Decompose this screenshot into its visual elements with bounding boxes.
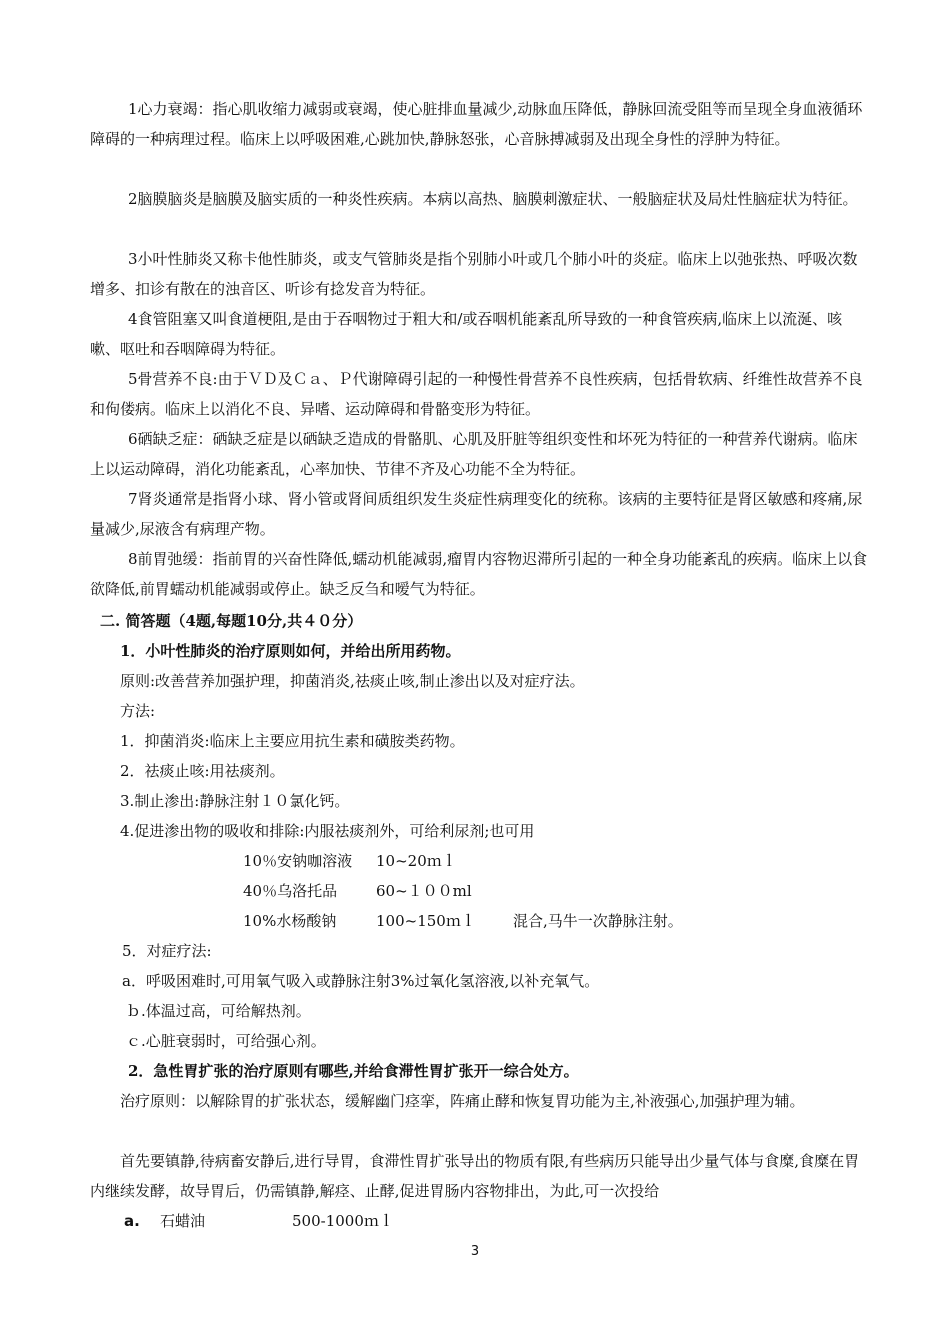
q1-method-label: 方法: <box>120 702 156 720</box>
q1-method-c: ｃ.心脏衰弱时，可给强心剂。 <box>126 1032 326 1050</box>
q1-method-4: 4.促进渗出物的吸收和排除:内服祛痰剂外，可给利尿剂;也可用 <box>120 822 535 840</box>
q1-principle: 原则:改善营养加强护理，抑菌消炎,祛痰止咳,制止渗出以及对症疗法。 <box>120 672 585 690</box>
section-title: 二. 简答题（4题,每题10分,共４０分） <box>100 612 363 630</box>
definition-6: 6硒缺乏症：硒缺乏症是以硒缺乏造成的骨骼肌、心肌及肝脏等组织变性和坏死为特征的一种营养代谢病。临床上以运动障碍，消化功能紊乱，心率加快、节律不齐及心功能不全为特征。 <box>90 430 858 478</box>
q2-title: 2．急性胃扩张的治疗原则有哪些,并给食滞性胃扩张开一综合处方。 <box>128 1062 579 1080</box>
definition-3: 3小叶性肺炎又称卡他性肺炎，或支气管肺炎是指个别肺小叶或几个肺小叶的炎症。临床上以弛张热、呼吸次数增多、扣诊有散在的浊音区、听诊有捻发音为特征。 <box>90 250 858 298</box>
definition-7: 7肾炎通常是指肾小球、肾小管或肾间质组织发生炎症性病理变化的统称。该病的主要特征是肾区敏感和疼痛,尿量减少,尿液含有病理产物。 <box>90 490 863 538</box>
drug-name: 40％乌洛托品 <box>243 882 338 900</box>
prescription-drug: 石蜡油 <box>160 1212 206 1230</box>
prescription-label: a. <box>124 1212 140 1230</box>
drug-dose: 10~20ｍｌ <box>376 852 457 870</box>
definition-5: 5骨营养不良:由于ＶＤ及Ｃａ、Ｐ代谢障碍引起的一种慢性骨营养不良性疾病，包括骨软病、纤维性故营养不良和佝偻病。临床上以消化不良、异嗜、运动障碍和骨骼变形为特征。 <box>90 370 863 418</box>
drug-note: 混合,马牛一次静脉注射。 <box>513 912 683 930</box>
q1-title: 1．小叶性肺炎的治疗原则如何，并给出所用药物。 <box>120 642 461 660</box>
prescription-dose: 500-1000ｍｌ <box>292 1212 394 1230</box>
q2-principle: 治疗原则：以解除胃的扩张状态，缓解幽门痉挛，阵痛止酵和恢复胃功能为主,补液强心,加强护理为辅。 <box>120 1092 805 1110</box>
q1-method-3: 3.制止渗出:静脉注射１０氯化钙。 <box>120 792 350 810</box>
page-number: 3 <box>470 1244 480 1259</box>
q1-method-5: 5．对症疗法: <box>122 942 212 960</box>
drug-name: 10％安钠咖溶液 <box>243 852 353 870</box>
q1-method-b: ｂ.体温过高，可给解热剂。 <box>126 1002 311 1020</box>
definition-4: 4食管阻塞又叫食道梗阻,是由于吞咽物过于粗大和/或吞咽机能紊乱所导致的一种食管疾病,临床上以流涎、咳嗽、呕吐和吞咽障碍为特征。 <box>90 310 843 358</box>
q1-method-1: 1．抑菌消炎:临床上主要应用抗生素和磺胺类药物。 <box>120 732 465 750</box>
definition-2: 2脑膜脑炎是脑膜及脑实质的一种炎性疾病。本病以高热、脑膜刺激症状、一般脑症状及局灶性脑症状为特征。 <box>128 190 858 208</box>
definition-8: 8前胃弛缓：指前胃的兴奋性降低,蠕动机能减弱,瘤胃内容物迟滞所引起的一种全身功能紊乱的疾病。临床上以食欲降低,前胃蠕动机能减弱或停止。缺乏反刍和嗳气为特征。 <box>90 550 868 598</box>
definition-1: 1心力衰竭：指心肌收缩力减弱或衰竭，使心脏排血量减少,动脉血压降低，静脉回流受阻等而呈现全身血液循环障碍的一种病理过程。临床上以呼吸困难,心跳加快,静脉怒张，心音脉搏减弱及出现全身性的浮肿为特征。 <box>90 100 863 148</box>
q1-method-2: 2．祛痰止咳:用祛痰剂。 <box>120 762 285 780</box>
drug-dose: 100~150ｍｌ <box>376 912 476 930</box>
drug-name: 10%水杨酸钠 <box>243 912 337 930</box>
drug-dose: 60~１００ml <box>376 882 472 900</box>
q2-paragraph: 首先要镇静,待病畜安静后,进行导胃，食滞性胃扩张导出的物质有限,有些病历只能导出少量气体与食糜,食糜在胃内继续发酵，故导胃后，仍需镇静,解痉、止酵,促进胃肠内容物排出，为此,可一次投给 <box>90 1152 860 1200</box>
q1-method-a: a．呼吸困难时,可用氧气吸入或静脉注射3%过氧化氢溶液,以补充氧气。 <box>122 972 600 990</box>
